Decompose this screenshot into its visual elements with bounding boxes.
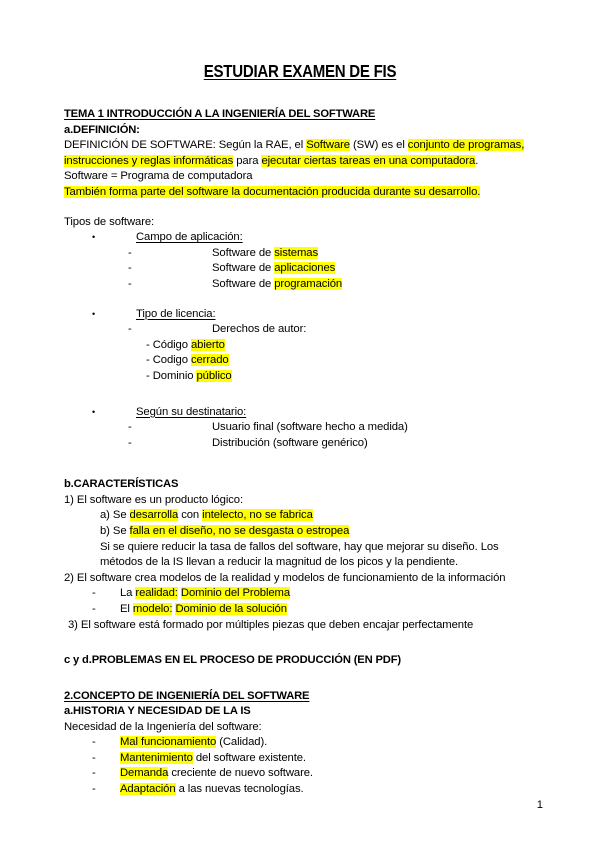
list-item-text: [212, 246, 536, 262]
heading-tema2: 2.CONCEPTO DE INGENIERÍA DEL SOFTWARE: [64, 689, 310, 702]
highlight-adaptacion: Adaptación: [120, 783, 176, 796]
definition-text-1: DEFINICIÓN DE SOFTWARE: Según la RAE, el: [64, 139, 307, 152]
item-prefix: - Codigo: [146, 354, 191, 367]
dash-icon: -: [128, 246, 132, 259]
definition-text-4: .: [475, 154, 479, 167]
dash-icon: -: [128, 278, 132, 290]
list-item: [64, 277, 536, 293]
item-suffix: a las nuevas tecnologías.: [175, 783, 304, 796]
list-item-text: [212, 261, 536, 277]
highlight-abierto: abierto: [190, 338, 225, 351]
list-item-text: [120, 766, 536, 782]
group-label-licencia: Tipo de licencia:: [136, 307, 216, 320]
bullet-icon: •: [92, 232, 96, 243]
heading-historia-necesidad: a.HISTORIA Y NECESIDAD DE LA IS: [64, 705, 251, 718]
item-suffix: (Calidad).: [216, 736, 268, 749]
item-middle: con: [178, 509, 203, 522]
item-prefix: El: [120, 603, 133, 615]
heading-problemas-produccion: c y d.PROBLEMAS EN EL PROCESO DE PRODUCCIÓN (EN PDF): [64, 654, 401, 667]
group-label-campo: Campo de aplicación:: [136, 231, 243, 244]
dash-icon: -: [128, 323, 132, 336]
highlight-cerrado: cerrado: [190, 354, 229, 367]
document-body: [64, 62, 536, 798]
highlight-mal-funcionamiento: Mal funcionamiento: [120, 736, 217, 749]
bullet-icon: •: [92, 406, 96, 417]
list-item: [64, 405, 536, 421]
list-item: [64, 338, 536, 354]
highlight-desarrolla: desarrolla: [129, 509, 179, 522]
list-item-text: Distribución (software genérico): [212, 436, 368, 449]
dash-icon: -: [92, 603, 96, 615]
caracteristica-1: 1) El software es un producto lógico:: [64, 493, 244, 506]
list-item-text: [120, 602, 536, 618]
dash-icon: -: [128, 262, 132, 275]
list-item: [64, 766, 536, 782]
highlight-documentacion: También forma parte del software la documentación producida durante su desarrollo.: [64, 186, 481, 199]
item-prefix: Software de: [212, 262, 275, 275]
list-item: [64, 436, 536, 452]
highlight-aplicaciones: aplicaciones: [274, 262, 336, 275]
item-prefix: b) Se: [100, 525, 130, 538]
dash-icon: -: [92, 587, 96, 600]
dash-icon: -: [128, 436, 132, 449]
highlight-sistemas: sistemas: [274, 246, 319, 259]
documentation-line: [64, 185, 536, 201]
group-label-destinatario: Según su destinatario:: [136, 405, 247, 418]
list-item-text: Usuario final (software hecho a medida): [212, 421, 408, 434]
highlight-mantenimiento: Mantenimiento: [120, 751, 193, 764]
bullet-icon: •: [92, 308, 96, 319]
list-item: [64, 782, 536, 798]
list-item: [64, 735, 536, 751]
caracteristica-1a: [64, 508, 536, 524]
caracteristica-1b: [64, 524, 536, 540]
caracteristica-3: 3) El software está formado por múltiples piezas que deben encajar perfectamente: [68, 618, 474, 631]
definition-text-3: para: [233, 154, 262, 167]
list-item: [64, 586, 536, 602]
list-item: [64, 369, 536, 385]
list-item-text: [120, 735, 536, 751]
highlight-demanda: Demanda: [120, 767, 169, 780]
software-equals-line: Software = Programa de computadora: [64, 170, 253, 183]
highlight-modelo: modelo:: [132, 603, 173, 615]
caracteristica-2: 2) El software crea modelos de la realidad y modelos de funcionamiento de la información: [64, 571, 506, 584]
highlight-realidad: realidad:: [135, 587, 178, 600]
necesidad-intro: Necesidad de la Ingeniería del software:: [64, 720, 262, 733]
tipos-software-label: Tipos de software:: [64, 215, 155, 228]
list-item: [64, 751, 536, 767]
definition-text-2: (SW) es el: [349, 139, 408, 152]
highlight-ejecutar: ejecutar ciertas tareas en una computadora: [261, 154, 476, 167]
list-item: [64, 307, 536, 323]
list-item: [64, 261, 536, 277]
list-item-text: Derechos de autor:: [212, 323, 307, 336]
item-prefix: Software de: [212, 278, 275, 290]
list-item: [64, 230, 536, 246]
list-item: [64, 420, 536, 436]
item-suffix: creciente de nuevo software.: [168, 767, 313, 780]
highlight-dominio-solucion: Dominio de la solución: [175, 603, 287, 615]
page-title: ESTUDIAR EXAMEN DE FIS: [203, 61, 397, 81]
caracteristica-1-note: Si se quiere reducir la tasa de fallos del software, hay que mejorar su diseño. Los métodos de la IS llevan a reducir la magnitud de los picos y la pendiente.: [100, 540, 499, 569]
list-item-text: [120, 782, 536, 798]
definition-paragraph: [64, 138, 526, 169]
heading-tema1: TEMA 1 INTRODUCCIÓN A LA INGENIERÍA DEL SOFTWARE: [64, 108, 376, 121]
dash-icon: -: [92, 736, 96, 749]
dash-icon: -: [92, 767, 96, 780]
dash-icon: -: [128, 421, 132, 434]
dash-icon: -: [92, 783, 96, 796]
highlight-dominio-problema: Dominio del Problema: [180, 587, 291, 600]
item-prefix: a) Se: [100, 509, 130, 522]
heading-definicion: a.DEFINICIÓN:: [64, 123, 140, 136]
highlight-falla-diseno: falla en el diseño, no se desgasta o estropea: [129, 525, 350, 538]
highlight-conjunto: conjunto de programas, instrucciones y reglas informáticas: [64, 139, 525, 167]
item-prefix: La: [120, 587, 136, 600]
item-suffix: del software existente.: [192, 751, 306, 764]
list-item: [64, 322, 536, 338]
highlight-software: Software: [306, 139, 350, 152]
heading-caracteristicas: b.CARACTERÍSTICAS: [64, 478, 179, 491]
highlight-publico: público: [196, 369, 232, 382]
list-item: [64, 246, 536, 262]
item-prefix: Software de: [212, 246, 275, 259]
item-prefix: - Código: [146, 338, 191, 351]
page-number: 1: [536, 799, 543, 811]
list-item-text: [120, 751, 536, 767]
list-item: [64, 353, 536, 369]
list-item-text: [120, 586, 536, 602]
list-item: [64, 602, 536, 618]
highlight-intelecto: intelecto, no se fabrica: [202, 509, 313, 522]
item-prefix: - Dominio: [146, 369, 197, 382]
dash-icon: -: [92, 751, 96, 764]
list-item-text: [212, 277, 536, 293]
highlight-programacion: programación: [274, 278, 343, 290]
